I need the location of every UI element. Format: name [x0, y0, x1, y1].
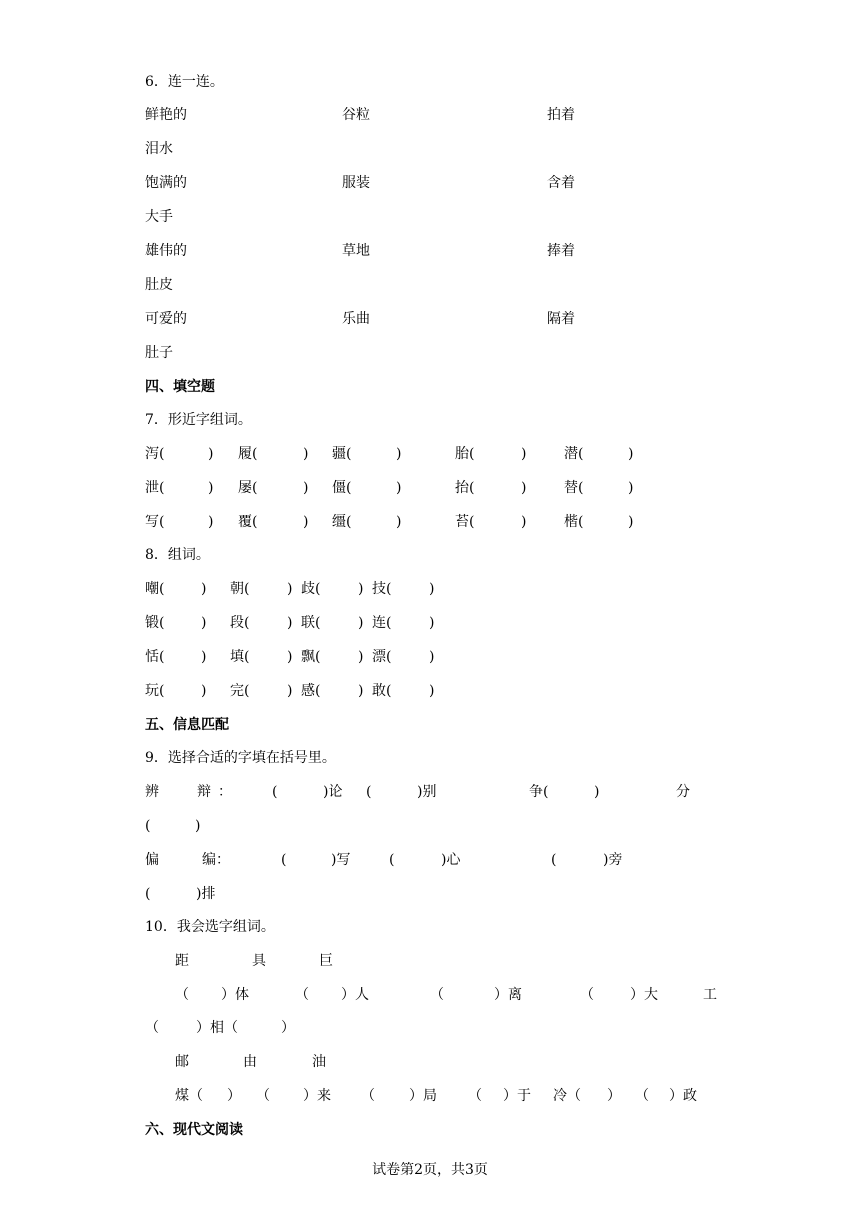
- q10-g1-l1-p4: （: [580, 987, 594, 1003]
- q10-g1-l1-p3: （: [430, 987, 444, 1003]
- q8-r2-c3: 联(: [301, 615, 321, 631]
- q10-g2-l1-p5: 冷（: [553, 1088, 581, 1104]
- q8-r1-c2: 朝(: [230, 581, 250, 597]
- q10-g1-l1-p2-word: ）人: [341, 987, 369, 1003]
- q8-r3-c3-close: ): [358, 649, 364, 665]
- q7-r2-c5-close: ): [628, 480, 634, 496]
- section-heading-4: 四、填空题: [145, 379, 215, 395]
- q10-g2-l1-p4: （: [468, 1088, 482, 1104]
- q8-r3-c1-close: ): [201, 649, 207, 665]
- q8-r2-c1-close: ): [201, 615, 207, 631]
- q9-l4-open: (: [145, 886, 151, 902]
- q8-r4-c4-close: ): [429, 683, 435, 699]
- q6-r1-object: 泪水: [145, 141, 173, 157]
- q10-g2-l1-p1-close: ）: [227, 1088, 241, 1104]
- q10-g2-l1-p1: 煤（: [175, 1088, 203, 1104]
- q8-r2-c4: 连(: [372, 615, 392, 631]
- q9-l3-p1: (: [281, 852, 287, 868]
- q8-r3-c2-close: ): [287, 649, 293, 665]
- q10-g1-l1-p2: （: [295, 987, 309, 1003]
- q10-g2-l1-p6: （: [635, 1088, 649, 1104]
- q7-title: 7．形近字组词。: [145, 412, 252, 428]
- q7-r2-c2: 屡(: [238, 480, 258, 496]
- q6-r4-adj: 可爱的: [145, 311, 187, 327]
- q8-r1-c4: 技(: [372, 581, 392, 597]
- q6-r4-verb: 隔着: [547, 311, 575, 327]
- q10-g2-l1-p3-word: ）局: [409, 1088, 437, 1104]
- q8-r1-c3: 歧(: [301, 581, 321, 597]
- q10-g2-char3: 油: [312, 1054, 326, 1070]
- q8-r1-c4-close: ): [429, 581, 435, 597]
- q10-g1-l1-p5: 工: [703, 987, 717, 1003]
- q6-r4-noun: 乐曲: [342, 311, 370, 327]
- q8-r3-c1: 恬(: [145, 649, 165, 665]
- q8-r4-c3-close: ): [358, 683, 364, 699]
- q9-l1-colon: ：: [218, 784, 232, 800]
- q10-g1-l2-mid: ）相（: [196, 1020, 238, 1036]
- q9-l3-p1-word: )写: [331, 852, 351, 868]
- q10-g2-l1-p5-close: ）: [607, 1088, 621, 1104]
- q9-l1-char1: 辨: [145, 784, 159, 800]
- q9-l2-open: (: [145, 818, 151, 834]
- q6-r2-adj: 饱满的: [145, 175, 187, 191]
- q9-l3-char2: 编：: [202, 852, 230, 868]
- q7-r3-c1-close: ): [208, 514, 214, 530]
- q6-r2-verb: 含着: [547, 175, 575, 191]
- q6-r2-object: 大手: [145, 209, 173, 225]
- q8-r3-c3: 飘(: [301, 649, 321, 665]
- q10-g1-l1-p1-word: ）体: [221, 987, 249, 1003]
- q9-l3-p3: (: [551, 852, 557, 868]
- q9-l1-char2: 辩: [197, 784, 211, 800]
- q7-r3-c2-close: ): [303, 514, 309, 530]
- q8-r2-c3-close: ): [358, 615, 364, 631]
- q8-r3-c4-close: ): [429, 649, 435, 665]
- q8-r2-c2: 段(: [230, 615, 250, 631]
- q8-r4-c1: 玩(: [145, 683, 165, 699]
- q7-r1-c1: 泻(: [145, 446, 165, 462]
- q10-g2-l1-p2: （: [256, 1088, 270, 1104]
- q9-l1-p3-close: ): [594, 784, 600, 800]
- q9-l2-close: ): [195, 818, 201, 834]
- q10-g1-char2: 具: [252, 953, 266, 969]
- q8-r1-c3-close: ): [358, 581, 364, 597]
- q7-r2-c3-close: ): [396, 480, 402, 496]
- q7-r2-c1: 泄(: [145, 480, 165, 496]
- q8-r1-c2-close: ): [287, 581, 293, 597]
- q6-r1-verb: 拍着: [547, 107, 575, 123]
- q7-r3-c1: 写(: [145, 514, 165, 530]
- q8-r4-c1-close: ): [201, 683, 207, 699]
- q10-g1-l2-close: ）: [281, 1020, 295, 1036]
- q10-g2-char2: 由: [243, 1054, 257, 1070]
- q9-l1-p2: (: [366, 784, 372, 800]
- q7-r1-c5-close: ): [628, 446, 634, 462]
- q10-g1-l1-p1: （: [175, 987, 189, 1003]
- q6-r1-noun: 谷粒: [342, 107, 370, 123]
- q9-l1-p2-word: )别: [417, 784, 437, 800]
- q9-l3-p2: (: [389, 852, 395, 868]
- q6-r2-noun: 服装: [342, 175, 370, 191]
- q10-g2-l1-p3: （: [361, 1088, 375, 1104]
- q7-r3-c4: 苔(: [455, 514, 475, 530]
- q9-title: 9．选择合适的字填在括号里。: [145, 750, 336, 766]
- q6-r3-object: 肚皮: [145, 277, 173, 293]
- q7-r1-c3: 疆(: [332, 446, 352, 462]
- q7-r2-c1-close: ): [208, 480, 214, 496]
- q7-r1-c4-close: ): [521, 446, 527, 462]
- q9-l3-char1: 偏: [145, 852, 159, 868]
- q7-r3-c4-close: ): [521, 514, 527, 530]
- q7-r3-c5-close: ): [628, 514, 634, 530]
- q7-r1-c2: 履(: [238, 446, 258, 462]
- q9-l1-p1-word: )论: [323, 784, 343, 800]
- q10-g1-l2-open: （: [145, 1020, 159, 1036]
- q6-r3-noun: 草地: [342, 243, 370, 259]
- q7-r1-c2-close: ): [303, 446, 309, 462]
- q8-r1-c1: 嘲(: [145, 581, 165, 597]
- q10-g1-l1-p4-word: ）大: [630, 987, 658, 1003]
- q10-title: 10．我会选字组词。: [145, 919, 275, 935]
- section-heading-6: 六、现代文阅读: [145, 1122, 243, 1138]
- q9-l3-p3-word: )旁: [603, 852, 623, 868]
- section-heading-5: 五、信息匹配: [145, 717, 229, 733]
- q10-g2-l1-p2-word: ）来: [303, 1088, 331, 1104]
- q9-l1-p3: 争(: [529, 784, 549, 800]
- q8-r3-c2: 填(: [230, 649, 250, 665]
- q10-g1-l1-p3-word: ）离: [494, 987, 522, 1003]
- q8-r2-c2-close: ): [287, 615, 293, 631]
- q10-g2-l1-p6-word: ）政: [669, 1088, 697, 1104]
- q7-r2-c2-close: ): [303, 480, 309, 496]
- q9-l3-p2-word: )心: [441, 852, 461, 868]
- q7-r2-c4-close: ): [521, 480, 527, 496]
- q7-r2-c5: 替(: [564, 480, 584, 496]
- q7-r3-c2: 覆(: [238, 514, 258, 530]
- q8-r2-c1: 锻(: [145, 615, 165, 631]
- q7-r3-c3: 缰(: [332, 514, 352, 530]
- q9-l1-p1: (: [272, 784, 278, 800]
- q6-r1-adj: 鲜艳的: [145, 107, 187, 123]
- q8-title: 8．组词。: [145, 547, 210, 563]
- q8-r3-c4: 漂(: [372, 649, 392, 665]
- q8-r1-c1-close: ): [201, 581, 207, 597]
- q7-r3-c5: 楷(: [564, 514, 584, 530]
- q9-l4-word: )排: [196, 886, 216, 902]
- q6-r4-object: 肚子: [145, 345, 173, 361]
- q6-r3-adj: 雄伟的: [145, 243, 187, 259]
- q10-g1-char1: 距: [175, 953, 189, 969]
- q8-r4-c2: 完(: [230, 683, 250, 699]
- q9-l1-p4: 分: [676, 784, 690, 800]
- q8-r2-c4-close: ): [429, 615, 435, 631]
- q6-title: 6．连一连。: [145, 74, 224, 90]
- q6-r3-verb: 捧着: [547, 243, 575, 259]
- q10-g1-char3: 巨: [319, 953, 333, 969]
- q7-r2-c3: 僵(: [332, 480, 352, 496]
- q8-r4-c2-close: ): [287, 683, 293, 699]
- q7-r1-c1-close: ): [208, 446, 214, 462]
- q7-r3-c3-close: ): [396, 514, 402, 530]
- q10-g2-l1-p4-word: ）于: [503, 1088, 531, 1104]
- q8-r4-c4: 敢(: [372, 683, 392, 699]
- q7-r1-c3-close: ): [396, 446, 402, 462]
- q7-r1-c5: 潜(: [564, 446, 584, 462]
- q10-g2-char1: 邮: [175, 1054, 189, 1070]
- page-footer: 试卷第2页，共3页: [372, 1162, 488, 1178]
- q7-r1-c4: 胎(: [455, 446, 475, 462]
- q7-r2-c4: 抬(: [455, 480, 475, 496]
- q8-r4-c3: 感(: [301, 683, 321, 699]
